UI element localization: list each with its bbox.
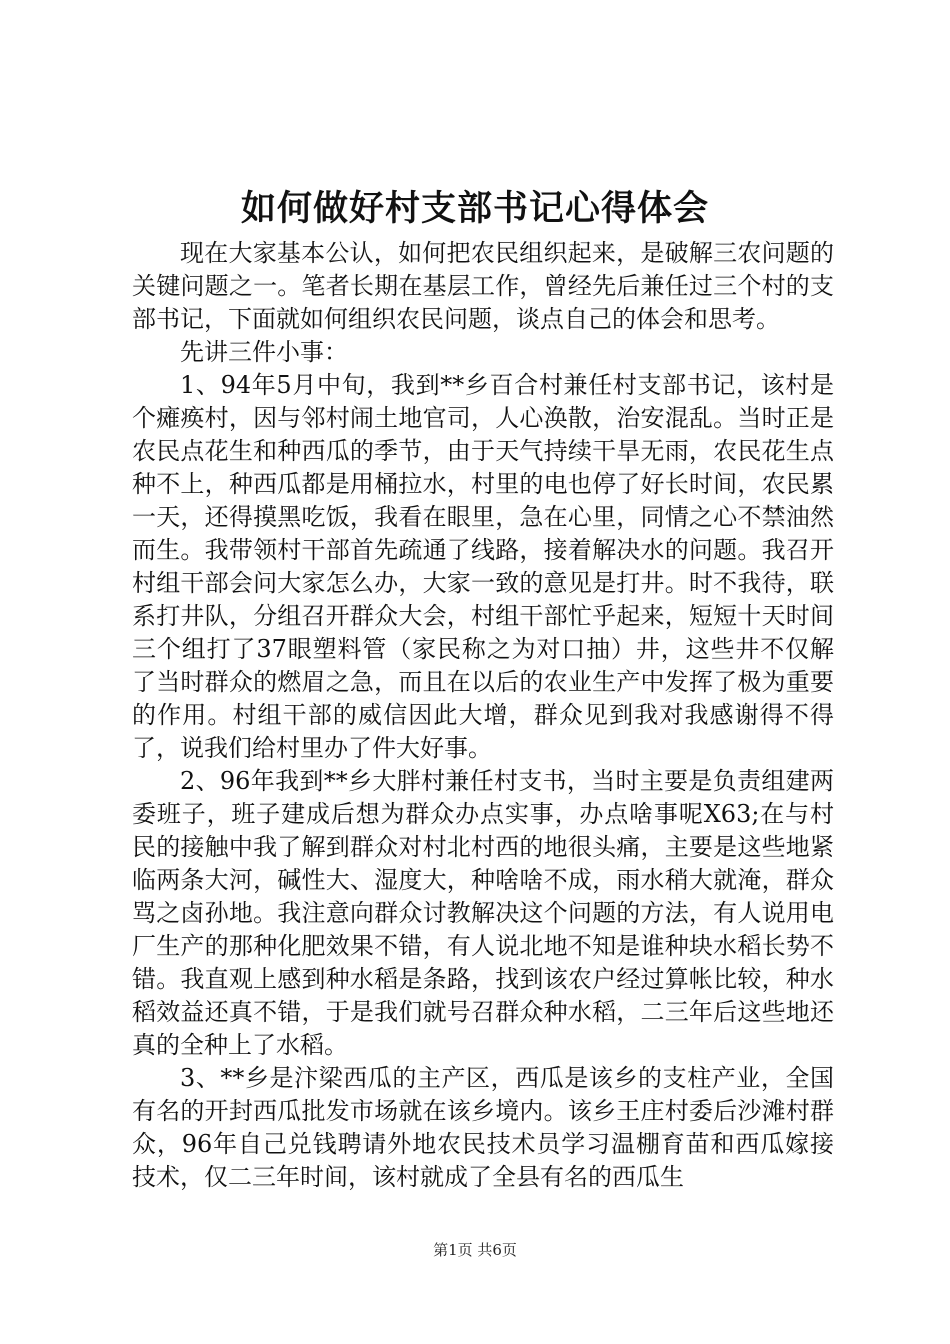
paragraph-story-2: 2、96年我到**乡大胖村兼任村支书，当时主要是负责组建两委班子，班子建成后想为群众办点实事，办点啥事呢X63;在与村民的接触中我了解到群众对村北村西的地很头痛，主要是这些地紧临两条大河，碱性大、湿度大，种啥啥不成，雨水稍大就淹，群众骂之卤孙地。我注意向群众讨教解决这个问题的方法，有人说用电厂生产的那种化肥效果不错，有人说北地不知是谁种块水稻长势不错。我直观上感到种水稻是条路，找到该农户经过算帐比较，种水稻效益还真不错，于是我们就号召群众种水稻，二三年后这些地还真的全种上了水稻。 [132, 767, 834, 1059]
document-title: 如何做好村支部书记心得体会 [240, 188, 709, 229]
paragraph-lead: 先讲三件小事： [180, 338, 348, 366]
paragraph-story-3: 3、**乡是汴梁西瓜的主产区，西瓜是该乡的支柱产业，全国有名的开封西瓜批发市场就在该乡境内。该乡王庄村委后沙滩村群众，96年自己兑钱聘请外地农民技术员学习温棚育苗和西瓜嫁接技术，仅二三年时间，该村就成了全县有名的西瓜生 [132, 1064, 834, 1191]
page-number-footer: 第1页 共6页 [433, 1241, 517, 1259]
paragraph-story-1: 1、94年5月中旬，我到**乡百合村兼任村支部书记，该村是个瘫痪村，因与邻村闹土地官司，人心涣散，治安混乱。当时正是农民点花生和种西瓜的季节，由于天气持续干旱无雨，农民花生点种不上，种西瓜都是用桶拉水，村里的电也停了好长时间，农民累一天，还得摸黑吃饭，我看在眼里，急在心里，同情之心不禁油然而生。我带领村干部首先疏通了线路，接着解决水的问题。我召开村组干部会问大家怎么办，大家一致的意见是打井。时不我待，联系打井队，分组召开群众大会，村组干部忙乎起来，短短十天时间三个组打了37眼塑料管（家民称之为对口抽）井，这些井不仅解了当时群众的燃眉之急，而且在以后的农业生产中发挥了极为重要的作用。村组干部的威信因此大增，群众见到我对我感谢得不得了，说我们给村里办了件大好事。 [132, 371, 834, 762]
paragraph-intro: 现在大家基本公认，如何把农民组织起来，是破解三农问题的关键问题之一。笔者长期在基层工作，曾经先后兼任过三个村的支部书记，下面就如何组织农民问题，谈点自己的体会和思考。 [132, 239, 834, 333]
document-body [132, 237, 834, 1194]
